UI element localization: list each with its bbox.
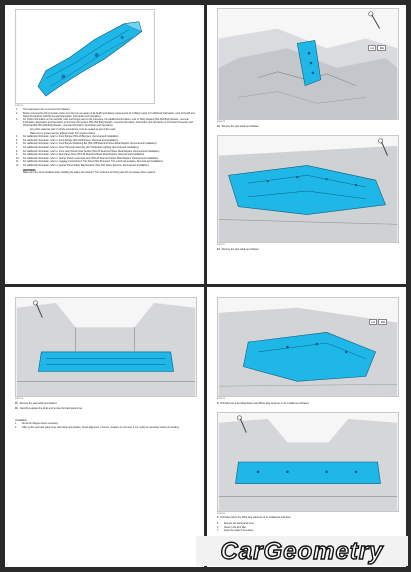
rh-label: RH [378,319,387,325]
manual-page-1 [5,5,204,284]
image-code-1: E309976 [217,121,226,123]
back-panel-illustration [217,412,399,512]
back-panel-inner-diagram [16,10,154,103]
image-code: E309978 [15,398,24,400]
rh-label: RH [377,45,386,51]
step-1: 1. The head panel inner is removed as indicated. [16,109,71,111]
rear-panel-illustration [15,297,197,397]
step-11: 11. For additional information, refer to: Luggage Compartment Trim Panel (501-05 Interior Trim and Ornamentation, Removal and Installation). [16,161,164,164]
step-8: 8. For additional information, refer to: Front Lamp Panel Outer Section (501-25 Rear End Sheet Metal Repairs, Removal and Installation). [16,150,160,153]
step-5: 5. Remove the back panel inner. [217,523,255,525]
installation-section [15,417,196,430]
image-code-1: E309979 [217,398,226,400]
caption-3: 3. Drill holes as to the Metal Active Gas (MAG) plug welds are to be installed as indicated. [217,403,310,405]
note-sealing: Any joints sealed as part of vehicle manufacture must be sealed as part of the repair. [30,129,117,132]
panel-illustration [15,9,155,104]
corner-illustration [217,297,399,397]
install-step-1: 1. Dress the flanges where necessary. [15,423,59,425]
caption-14: 14. Remove the spot welds as indicated. [217,249,260,251]
warning-title: WARNING: [23,169,37,173]
instructions-list [16,109,196,175]
image-code: E309975 [15,105,24,107]
step-4: 4. For additional information, refer to: Front Bumper (501-19 Bumpers, Removal and Installation). [16,136,120,139]
manual-page-4 [207,287,406,567]
mag-weld-diagram-1 [218,298,398,396]
image-code-2: E309977 [217,244,226,246]
manual-page-3 [5,287,204,567]
lh-label: LH [368,45,376,51]
cargeometry-watermark [196,536,408,566]
caption-4: 4. Drill holes where the MAG plug welds are to be installed as indicated. [217,517,291,519]
installation-heading: Installation [15,419,27,422]
note-protect: Make sure to protect and dry adjacent body from metal surfaces. [30,132,96,135]
caption-13: 13. Remove the spot welds as indicated. [217,126,260,128]
image-code-2: E309980 [217,513,226,515]
caption-15: 15. Remove the seal welds as indicated. [15,403,57,405]
step-3: 3. For further information on the methods, tools and fixings used in this procedure. For additional information, refer to: Body Repairs (501-25A Body Repairs - General Information, Description and Operation) or Corrosion Prevention (501-25A Body Repairs - General Information, Description and Operation) or Corrosion Prevention and Workmanship (501-25A Body Repairs - General Information, Description and Operation). [16,119,193,128]
install-step-2: 2. Offer up the new back panel inner and clamp into position. Check alignment, if correct, measure to next step, if not, rectify as necessary before proceeding. [15,426,180,429]
step-5: 5. For additional information, refer to: Front Airbags (501-19 Bumpers, Removal and Installation). [16,139,119,142]
step-6: 6. For additional information, refer to: Front Bumper Retaining Bar (501-25B Rear End Sheet Metal Repairs, Removal and Installation). [16,143,158,146]
mag-weld-diagram-2 [218,413,398,511]
step-10: 10. For additional information, refer to: Quarter Panel Lower Extension (501-25 Rear End Sheet Metal Repairs, Removal and Installation). [16,157,159,160]
seal-weld-diagram [16,298,196,396]
cargeometry-logo [202,537,402,565]
rear-corner-illustration [217,8,399,120]
lh-label: LH [369,319,377,325]
step-2: 2. Before commencing this procedure make sure that you are aware of all Health and Safety requirements for Collision repair. For additional information, refer to Health and Safety Precautions (100-00 General Information, Description and Operation). [16,112,195,118]
final-steps [217,523,398,534]
warning-text: Make sure any tool is installed when installing the safety belt retractor. The retractors and fixing and will not release when required. [23,172,156,175]
spot-weld-diagram-2 [218,136,398,242]
step-7: 7. Apply the sealer if necessary. [217,530,254,533]
step-9: 9. For additional information, refer to: Rear Panel Outer (501-25 Rear End Sheet Metal Repairs, Removal and Installation). [16,154,145,157]
spot-weld-diagram-1 [218,9,398,119]
step-6: 6. Clean in the joint filler. [217,526,247,529]
step-12: 12. For additional information, refer to: Quarter Panel Safety Belt Retractor (501-20A Safety Systems, Removal and Installation). [16,165,150,167]
step-7: 7. For additional information, refer to: Outer Tail Lamp Assembly (417-01 Exterior Lighting, Removal and Installation). [16,147,140,150]
side-indicator-2 [369,319,387,325]
side-indicator-1 [368,45,386,51]
floor-illustration [217,135,399,243]
caption-16: 16. Carefully separate the joints and remove the back panel inner. [15,408,83,410]
watermark-text: CarGeometry [220,538,384,565]
manual-page-2 [207,5,406,284]
